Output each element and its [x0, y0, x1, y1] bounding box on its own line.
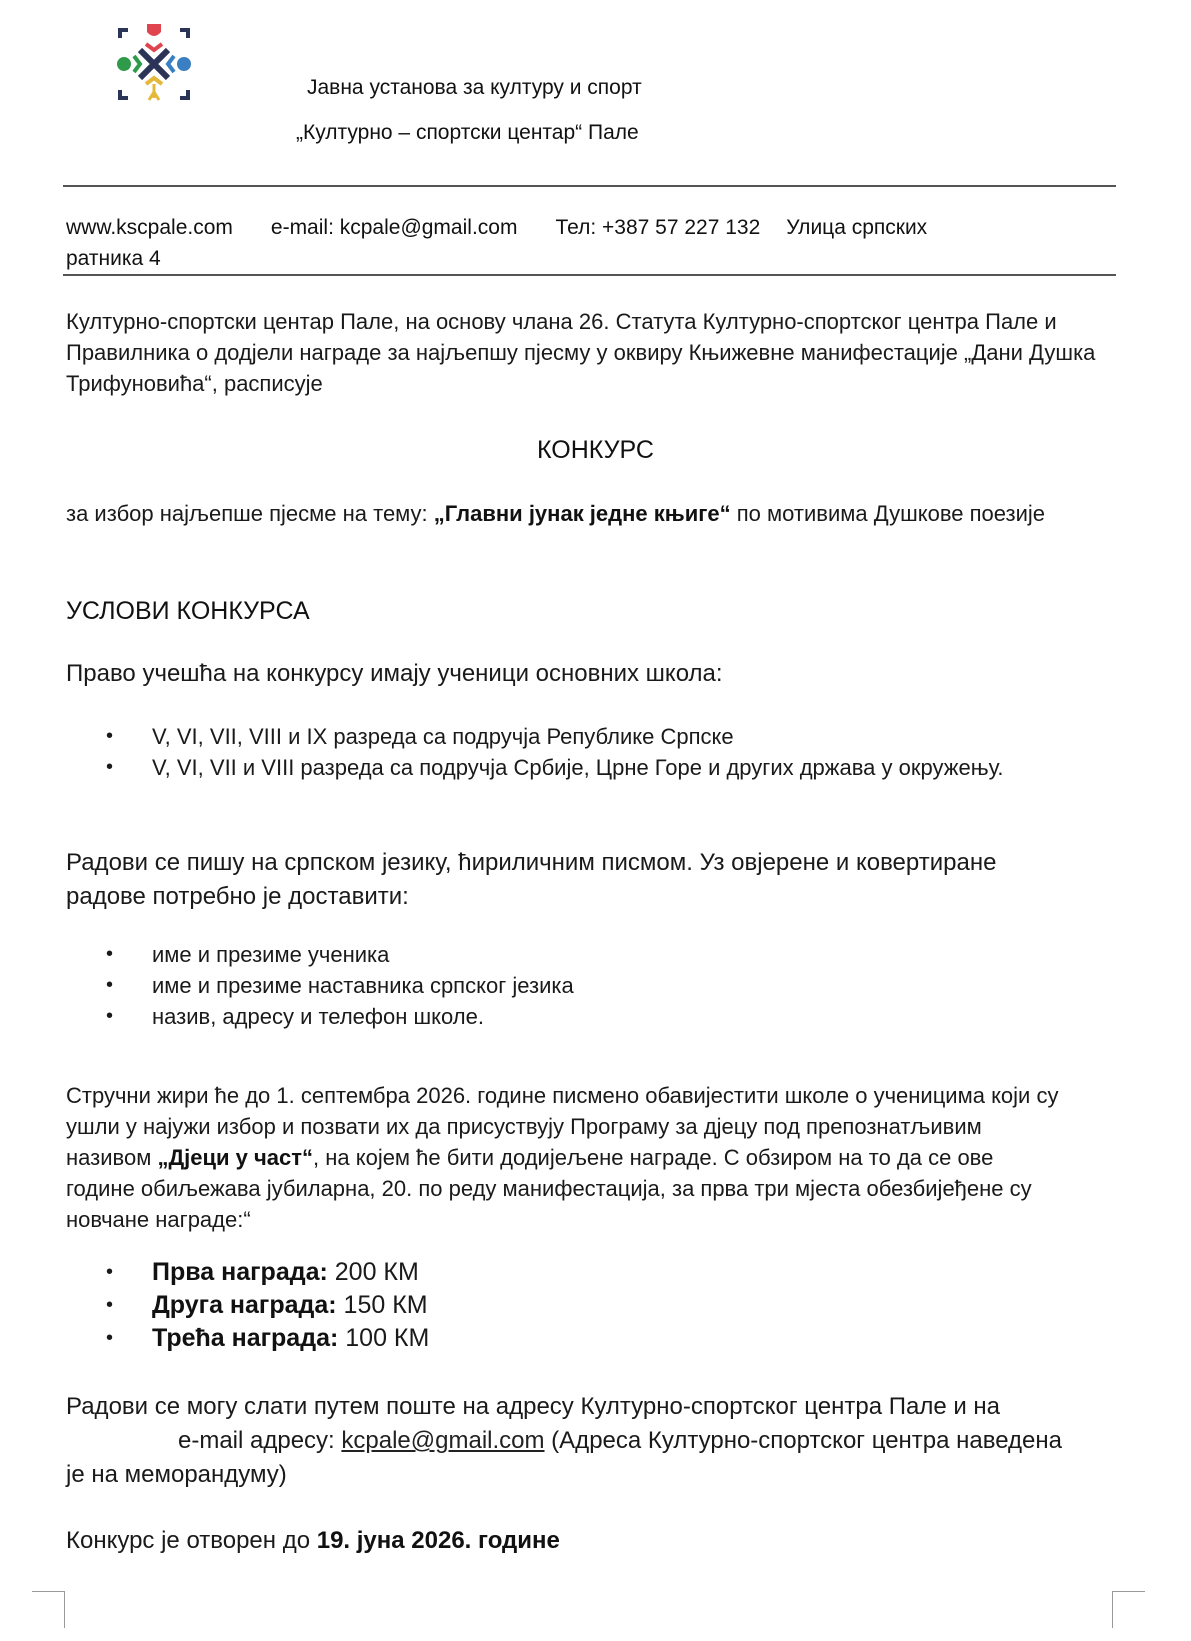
contact-info — [66, 212, 1106, 274]
jury-text-1: Стручни жири ће до 1. септембра 2026. године писмено обавијестити школе о ученицима који су ушли у најужи избор и позвати их да присуствују Програму за дјецу под препознатљивим називом — [66, 1083, 1059, 1170]
organization-name-line-2: „Културно – спортски центар“ Пале — [296, 121, 639, 144]
submission-text-2: e-mail адресу: — [178, 1427, 342, 1454]
ksc-pale-logo-icon — [112, 22, 196, 106]
header-divider-top — [63, 185, 1116, 187]
prize-amount: 100 КМ — [338, 1324, 430, 1352]
phone-contact: Тел: +387 57 227 132 — [555, 216, 761, 239]
deadline-prefix: Конкурс је отворен до — [66, 1527, 317, 1554]
prize-item-third — [66, 1322, 1116, 1355]
list-item: • V, VI, VII, VIII и IX разреда са подручја Републике Српске — [66, 721, 1116, 752]
jury-paragraph — [66, 1080, 1066, 1235]
organization-logo — [112, 22, 196, 106]
list-item: • име и презиме ученика — [66, 939, 1116, 970]
website-link[interactable]: www.kscpale.com — [66, 216, 233, 239]
subtitle-theme: „Главни јунак једне књиге“ — [433, 501, 731, 526]
deadline-date: 19. јуна 2026. године — [316, 1527, 560, 1554]
jury-text-2: , на којем ће бити додијељене награде. С обзиром на то да се ове године обиљежава јубиларна, 20. по реду манифестација, за прва три мјеста обезбијеђене су новчане награде:“ — [66, 1145, 1032, 1232]
submission-text-1: Радови се могу слати путем поште на адресу Културно-спортског центра Пале и на — [66, 1393, 1001, 1420]
prize-label: Прва награда: — [152, 1258, 328, 1286]
page-corner-mark-left — [32, 1591, 65, 1628]
list-item: • V, VI, VII и VIII разреда са подручја Србије, Црне Горе и других држава у окружењу. — [66, 752, 1116, 783]
email-contact[interactable]: e-mail: kcpale@gmail.com — [270, 216, 518, 239]
subtitle-prefix: за избор најљепше пјесме на тему: — [66, 501, 434, 526]
prize-item-second — [66, 1289, 1116, 1322]
conditions-heading: УСЛОВИ КОНКУРСА — [66, 597, 310, 625]
list-item: • име и презиме наставника српског језика — [66, 970, 1116, 1001]
requirements-intro: Радови се пишу на српском језику, ћириличним писмом. Уз овјерене и ковертиране радове потребно је доставити: — [66, 849, 997, 910]
intro-paragraph: Културно-спортски центар Пале, на основу члана 26. Статута Културно-спортског центра Пале и Правилника о додјели награде за најљепшу пјесму у оквиру Књижевне манифестације „Дани Душка Трифуновића“, расписује — [66, 309, 1096, 396]
prize-amount: 200 КМ — [327, 1258, 419, 1286]
deadline-paragraph — [66, 1524, 1116, 1558]
submission-text-3: (Адреса Културно-спортског центра наведена је на меморандуму) — [66, 1427, 1063, 1488]
address-part-1: Улица српских — [786, 216, 928, 239]
page-corner-mark-right — [1112, 1591, 1145, 1628]
address-part-2: ратника 4 — [66, 247, 161, 270]
eligibility-list — [66, 721, 1116, 783]
organization-name-line-1: Јавна установа за културу и спорт — [307, 76, 642, 99]
requirements-list — [66, 939, 1116, 1032]
prizes-list — [66, 1256, 1116, 1355]
header-divider-bottom — [63, 274, 1116, 276]
program-name: „Дјеци у част“ — [157, 1145, 313, 1170]
eligibility-intro: Право учешћа на конкурсу имају ученици основних школа: — [66, 660, 723, 687]
email-link[interactable]: kcpale@gmail.com — [341, 1427, 545, 1454]
document-title: КОНКУРС — [537, 436, 654, 464]
subtitle-paragraph — [66, 498, 1116, 529]
prize-label: Трећа награда: — [152, 1324, 339, 1352]
prize-amount: 150 КМ — [336, 1291, 428, 1319]
submission-paragraph — [66, 1390, 1066, 1492]
list-item: • назив, адресу и телефон школе. — [66, 1001, 1116, 1032]
prize-label: Друга награда: — [152, 1291, 337, 1319]
subtitle-suffix: по мотивима Душкове поезије — [730, 501, 1046, 526]
prize-item-first — [66, 1256, 1116, 1289]
